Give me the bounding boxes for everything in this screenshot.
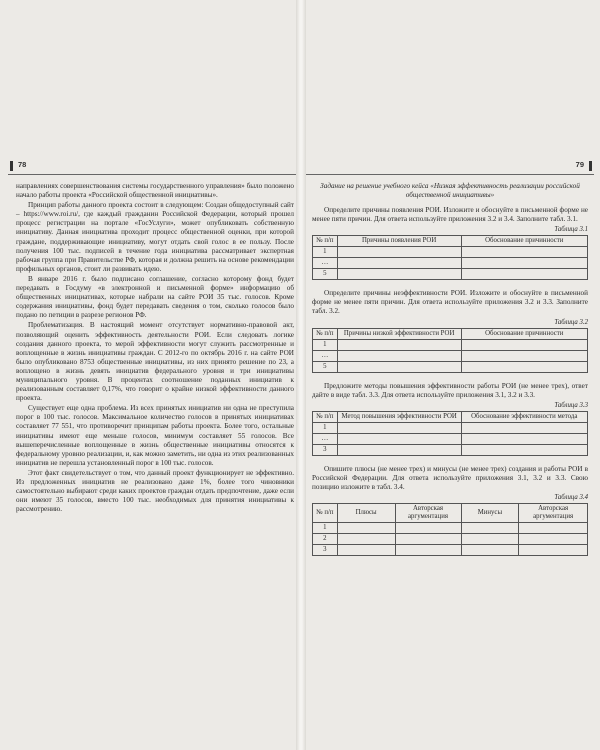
right-page-text [306,182,594,556]
row-number: 3 [313,545,338,556]
task-instruction: Определите причины появления РОИ. Изложите и обоснуйте в письменной форме не менее пяти причин. Для ответа используйте приложения 3.2 и 3.4. Заполните табл. 3.1. [312,206,588,224]
row-number: 2 [313,534,338,545]
table-cell [461,523,519,534]
table-cell [461,247,588,258]
table-cell [337,339,461,350]
row-number: … [313,433,338,444]
right-page-number: 79 [575,160,584,169]
table-cell [461,339,588,350]
table-cell [337,269,461,280]
table-cell [461,269,588,280]
column-header: Метод повышения эффективности РОИ [337,411,461,422]
row-number: 1 [313,422,338,433]
table-header-row [313,411,588,422]
table-cell [461,350,588,361]
column-header: № п/п [313,236,338,247]
table-row [313,433,588,444]
table-row [313,258,588,269]
table-cell [395,523,461,534]
table-caption: Таблица 3.2 [554,318,588,326]
row-number: 5 [313,361,338,372]
page-marker-bar [10,161,13,171]
right-page [306,160,594,740]
table-row [313,422,588,433]
column-header: Авторская аргументация [395,504,461,523]
table-caption: Таблица 3.4 [554,494,588,502]
table-cell [395,534,461,545]
table-cell [337,422,461,433]
table-cell [337,534,395,545]
table-cell [337,444,461,455]
table-row [313,269,588,280]
task-instruction: Предложите методы повышения эффективности работы РОИ (не менее трех), ответ дайте в виде табл. 3.3. Для ответа используйте приложения 3.1, 3.2 и 3.3. [312,381,588,399]
column-header: Минусы [461,504,519,523]
right-page-header [306,160,594,175]
left-page-number: 78 [18,160,27,169]
table-cell [519,545,588,556]
row-number: 1 [313,523,338,534]
table-cell [395,545,461,556]
row-number: 5 [313,269,338,280]
worksheet-table-3-2 [312,328,588,373]
table-header-row [313,328,588,339]
column-header: Обоснование причинности [461,236,588,247]
column-header: № п/п [313,328,338,339]
table-row [313,361,588,372]
row-number: 3 [313,444,338,455]
column-header: № п/п [313,504,338,523]
table-header-row [313,504,588,523]
row-number: … [313,350,338,361]
table-cell [337,350,461,361]
table-cell [519,534,588,545]
table-cell [461,361,588,372]
paragraph: направлениях совершенствования системы государственного управления» было положено начало работы проекта «Российской общественной инициативы». [16,182,294,200]
paragraph: Существует еще одна проблема. Из всех принятых инициатив ни одна не преступила порог в 100 тыс. голосов. Максимальное количество голосов в принятых инициативах составляет 77 551, что противоречит принципам работы проекта. Более того, остальные инициативы имеют еще меньше голосов, минимум составляет 55 голосов. Все вышеперечисленные воплощенные в жизнь общественные инициативы относятся к федеральному уровню реализации, и, как можно заметить, ни одна из этих реализованных инициатив не перешла установленный порог в 100 тыс. голосов. [16,404,294,467]
column-header: Причины появления РОИ [337,236,461,247]
table-row [313,247,588,258]
row-number: 1 [313,339,338,350]
paragraph: Принцип работы данного проекта состоит в следующем: Создан общедоступный сайт – https://www.roi.ru/, где каждый гражданин Российской Федерации, который прошел процесс регистрации на портале «ГосУслуги», может опубликовать собственную инициативу. Данная инициатива проходит процесс общественной оценки, при которой гражданe, поддерживающие инициативу, могут отдать свой голос в ее пользу. После получения 100 тыс. подписей в течение года инициатива рассматривает экспертная рабочая группа при Правительстве РФ, которая и должна решить на основе рекомендации профильных органов, стоит ли развивать идею. [16,201,294,273]
paragraph: Проблематизация. В настоящий момент отсутствует нормативно-правовой акт, позволяющий оценить эффективность деятельности РОИ. Если следовать логике создания данного проекта, то мерой эффективности могут служить рассмотренные и воплощенные в жизнь инициативы граждан. С 2012-го по октябрь 2016 г. на сайте РОИ было опубликовано 8753 общественные инициативы, из них принято решение по 23, а воплощено в жизнь девять инициатив федерального уровня и три инициативы муниципального уровня. В процентах соотношение поданных инициатив к реализованным составляет 0,17%, что говорит о крайне низкой эффективности данного проекта. [16,321,294,403]
paragraph: В январе 2016 г. было подписано соглашение, согласно которому фонд будет передавать в Госдуму «в электронной и письменной форме» информацию об общественных инициативах, которые набрали на сайте РОИ 35 тыс. голосов. Кроме содержания инициативы, фонд будет передавать сведения о том, сколько голосов было подано по петиции в разрезе регионов РФ. [16,274,294,320]
table-cell [461,545,519,556]
task-instruction: Опишите плюсы (не менее трех) и минусы (не менее трех) создания и работы РОИ в Российской Федерации. Для ответа используйте приложения 3.1, 3.2 и 3.3. Свою позицию изложите в табл. 3.4. [312,464,588,492]
table-cell [519,523,588,534]
table-header-row [313,236,588,247]
column-header: Плюсы [337,504,395,523]
table-cell [337,433,461,444]
worksheet-table-3-4 [312,503,588,556]
worksheet-table-3-1 [312,235,588,280]
worksheet-table-3-3 [312,411,588,456]
table-row [313,545,588,556]
left-page-header [8,160,296,175]
table-caption: Таблица 3.1 [554,226,588,234]
table-cell [337,523,395,534]
table-row [313,444,588,455]
table-cell [461,534,519,545]
column-header: Обоснование эффективности метода [461,411,588,422]
task-instruction: Определите причины неэффективности РОИ. Изложите и обоснуйте в письменной форме не менее пяти причин. Для ответа используйте приложения 3.2 и 3.3. Заполните табл. 3.2. [312,289,588,316]
column-header: № п/п [313,411,338,422]
page-marker-bar [589,161,592,171]
column-header: Авторская аргументация [519,504,588,523]
book-gutter [296,0,306,750]
table-cell [461,433,588,444]
column-header: Причины низкой эффективности РОИ [337,328,461,339]
table-row [313,350,588,361]
table-cell [461,422,588,433]
table-cell [337,258,461,269]
table-row [313,534,588,545]
case-task-title: Задание на решение учебного кейса «Низкая эффективность реализации российской общественной инициативы» [320,182,580,199]
table-cell [461,258,588,269]
row-number: … [313,258,338,269]
table-row [313,339,588,350]
table-cell [337,545,395,556]
left-page [8,160,296,740]
table-cell [337,247,461,258]
left-page-text [8,182,296,514]
table-row [313,523,588,534]
paragraph: Этот факт свидетельствует о том, что данный проект функционирует не эффективно. Из предложенных инициатив не реализовано даже 1%, более того чиновники самостоятельно выбирают среди каких проектов граждан отдать предпочтение, даже если они имеют 35 голосов, вместо 100 тыс. необходимых для принятия инициативы к рассмотрению. [16,468,294,514]
column-header: Обоснование причинности [461,328,588,339]
table-cell [461,444,588,455]
row-number: 1 [313,247,338,258]
table-caption: Таблица 3.3 [554,401,588,409]
table-cell [337,361,461,372]
